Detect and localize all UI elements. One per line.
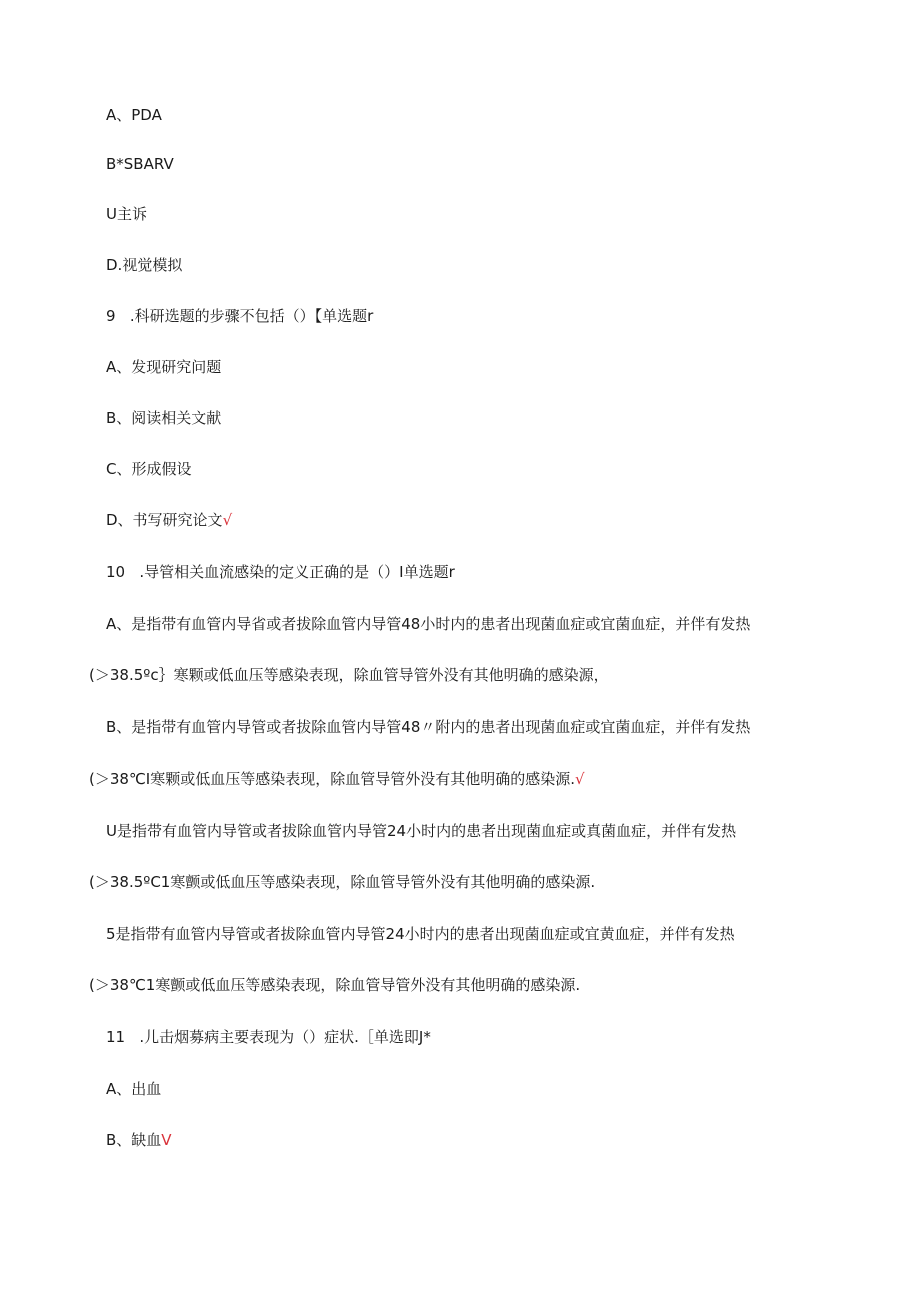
q10-option-d-line2: (＞38℃1寒颤或低血压等感染表现，除血管导管外没有其他明确的感染源. bbox=[89, 976, 581, 994]
q10-option-d-line1: 5是指带有血管内导管或者拔除血管内导管24小时内的患者出现菌血症或宜黄血症，并伴有发热 bbox=[106, 925, 735, 943]
question-9-title: 9 .科研选题的步骤不包括（）【单选题r bbox=[106, 307, 374, 325]
q9-option-b: B、阅读相关文献 bbox=[106, 409, 222, 427]
q10-option-c-line2: (＞38.5ºC1寒颤或低血压等感染表现，除血管导管外没有其他明确的感染源. bbox=[89, 873, 596, 891]
q9-option-d: D、书写研究论文√ bbox=[106, 511, 233, 529]
q9-option-a: A、发现研究问题 bbox=[106, 358, 222, 376]
correct-checkmark: V bbox=[161, 1131, 172, 1149]
correct-checkmark: √ bbox=[222, 511, 233, 529]
option-c-chief-complaint: U主诉 bbox=[106, 205, 147, 223]
correct-checkmark: √ bbox=[574, 770, 585, 788]
q10-option-a-line1: A、是指带有血管内导省或者拔除血管内导管48小时内的患者出现菌血症或宜菌血症，并伴有发热 bbox=[106, 615, 751, 633]
question-11-title: 11 .儿击烟募病主要表现为（）症状.［单选即J* bbox=[106, 1028, 431, 1046]
option-d-visual-analog: D.视觉模拟 bbox=[106, 256, 183, 274]
q9-option-c: C、形成假设 bbox=[106, 460, 192, 478]
q10-option-b-line2: (＞38℃I寒颗或低血压等感染表现，除血管导管外没有其他明确的感染源.√ bbox=[89, 770, 585, 788]
option-a-pda: A、PDA bbox=[106, 106, 162, 124]
question-10-title: 10 .导管相关血流感染的定义正确的是（）I单选题r bbox=[106, 563, 455, 581]
option-b-sbarv: B*SBARV bbox=[106, 155, 174, 173]
q11-option-a: A、出血 bbox=[106, 1080, 162, 1098]
q10-option-a-line2: (＞38.5ºc｝寒颗或低血压等感染表现，除血管导管外没有其他明确的感染源， bbox=[89, 666, 609, 684]
q10-option-c-line1: U是指带有血管内导管或者拔除血管内导管24小时内的患者出现菌血症或真菌血症，并伴有发热 bbox=[106, 822, 737, 840]
q11-option-b: B、缺血V bbox=[106, 1131, 172, 1149]
q10-option-b-line1: B、是指带有血管内导管或者拔除血管内导管48〃附内的患者出现菌血症或宜菌血症，并伴有发热 bbox=[106, 718, 751, 736]
